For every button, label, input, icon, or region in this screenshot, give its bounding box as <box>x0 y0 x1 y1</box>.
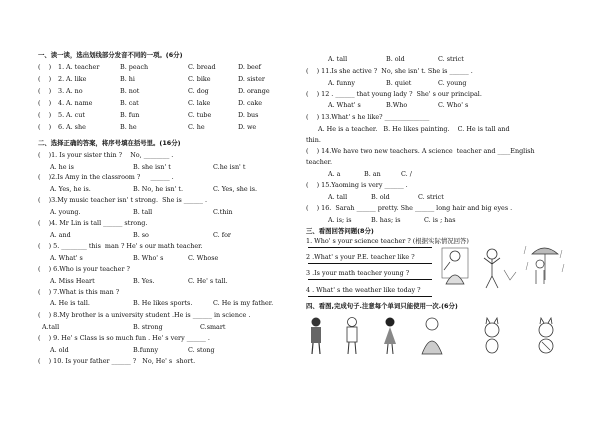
part2-q2: ( )2.Is Amy in the classroom ? ______ . <box>38 173 174 181</box>
q13-line1: A. He is a teacher. B. He likes painting. C. He is tall and <box>318 125 510 133</box>
q16-opt-c: C. is ; has <box>424 216 456 224</box>
part1-option-a: A. no <box>66 87 83 95</box>
q16-opt-b: B. has; is <box>371 216 401 224</box>
science-teacher-picture <box>442 248 468 284</box>
part1-option-d: D. orange <box>238 87 270 95</box>
part1-answer-paren: ( ) <box>38 75 52 83</box>
q13-line2: thin. <box>306 136 321 144</box>
part1-item-number: 4. <box>58 99 65 107</box>
part2-q7-opt-c: C. He is my father. <box>213 299 274 307</box>
q11-opt-c: C. young <box>438 79 467 87</box>
part2-q1: ( )1. Is your sister thin ? No, ________ . <box>38 151 174 159</box>
answer-line-1[interactable] <box>308 247 432 248</box>
part2-q7: ( ) 7.What is this man ? <box>38 288 120 296</box>
part1-item-number: 1. <box>58 63 65 71</box>
part2-q3: ( )3.My music teacher isn' t strong. She is ______ . <box>38 196 208 204</box>
part1-option-d: D. bus <box>238 111 259 119</box>
part2-q4-opt-a: A. and <box>50 231 71 239</box>
part1-item-number: 3. <box>58 87 65 95</box>
q14-opt-a: A. a <box>328 170 341 178</box>
part3-q1: 1. Who' s your science teacher ? (根据实际情况回答) <box>306 237 469 245</box>
picture-girl-2 <box>384 318 396 355</box>
part1-option-d: D. beef <box>238 63 261 71</box>
part1-option-a: A. name <box>66 99 93 107</box>
q12-opt-b: B.Who <box>386 101 408 109</box>
q16: ( ) 16. Sarah ______ pretty. She ______ long hair and big eyes . <box>306 204 513 212</box>
part1-answer-paren: ( ) <box>38 99 52 107</box>
part2-q7-opt-b: B. He likes sports. <box>133 299 193 307</box>
part1-item-number: 5. <box>58 111 65 119</box>
part1-option-c: C. he <box>188 123 205 131</box>
part2-q8: ( ) 8.My brother is a university student .He is ______ in science . <box>38 311 251 319</box>
part2-q5-opt-a: A. What' s <box>50 254 83 262</box>
q14-opt-c: C. / <box>401 170 412 178</box>
q14-opt-b: B. an <box>364 170 381 178</box>
part2-q1-opt-c: C.he isn' t <box>213 163 246 171</box>
part2-q6: ( ) 6.Who is your teacher ? <box>38 265 130 273</box>
part1-title: 一、读一读，选出划线部分发音不同的一项。(6分) <box>38 51 183 59</box>
part1-option-c: C. bike <box>188 75 211 83</box>
part2-q5-opt-b: B. Who' s <box>133 254 164 262</box>
part1-option-b: B. peach <box>120 63 149 71</box>
q15-opt-b: B. old <box>371 193 390 201</box>
q12-opt-c: C. Who' s <box>438 101 469 109</box>
part1-option-d: D. we <box>238 123 257 131</box>
part2-q2-opt-a: A. Yes, he is. <box>50 185 91 193</box>
part2-q2-opt-b: B. No, he isn' t. <box>133 185 184 193</box>
part4-pictures <box>306 314 568 358</box>
r0-opt-c: C. strict <box>438 55 464 63</box>
part1-item-number: 6. <box>58 123 65 131</box>
part3-q3: 3 .Is your math teacher young ? <box>306 269 410 277</box>
part2-q9: ( ) 9. He' s Class is so much fun . He' s very ______ . <box>38 334 210 342</box>
part1-option-c: C. bread <box>188 63 216 71</box>
picture-boy <box>347 318 357 355</box>
part2-q6-opt-b: B. Yes. <box>133 277 155 285</box>
weather-picture <box>524 246 564 284</box>
part2-q8-opt-c: C.smart <box>200 323 226 331</box>
q15: ( ) 15.Yaoming is very ______ . <box>306 181 408 189</box>
part1-option-a: A. teacher <box>66 63 100 71</box>
part2-q8-opt-b: B. strong <box>133 323 163 331</box>
part2-q9-opt-c: C. stong <box>188 346 215 354</box>
part2-q2-opt-c: C. Yes, she is. <box>213 185 258 193</box>
part2-q3-opt-b: B. tall <box>133 208 153 216</box>
part1-option-c: C. lake <box>188 99 211 107</box>
part3-q4: 4 . What' s the weather like today ? <box>306 286 421 294</box>
part2-q8-opt-a: A.tall <box>42 323 60 331</box>
q14-line1: ( ) 14.We have two new teachers. A science teacher and ____English <box>306 147 535 155</box>
part2-q4-opt-b: B. so <box>133 231 149 239</box>
q11: ( ) 11.Is she active ? No, she isn' t. She is ______ . <box>306 67 473 75</box>
part1-option-b: B. cat <box>120 99 139 107</box>
part3-pictures <box>440 240 570 296</box>
picture-cat-2 <box>539 318 553 353</box>
part1-answer-paren: ( ) <box>38 111 52 119</box>
part1-option-b: B. he <box>120 123 137 131</box>
part1-answer-paren: ( ) <box>38 63 52 71</box>
q16-opt-a: A. is; is <box>328 216 352 224</box>
part1-option-d: D. cake <box>238 99 263 107</box>
answer-line-4[interactable] <box>308 296 432 297</box>
part2-q3-opt-a: A. young. <box>50 208 81 216</box>
part2-q5-opt-c: C. Whose <box>188 254 219 262</box>
picture-girl-1 <box>311 318 321 355</box>
picture-cat-1 <box>485 318 499 353</box>
part2-q5: ( ) 5. ________ this man ? He' s our math teacher. <box>38 242 203 250</box>
part4-title: 四、看图,完成句子.注意每个单词只能使用一次.(6分) <box>306 302 458 310</box>
part2-q9-opt-b: B.funny <box>133 346 159 354</box>
part1-option-a: A. cut <box>66 111 85 119</box>
part1-option-a: A. she <box>66 123 86 131</box>
part2-q1-opt-b: B. she isn' t <box>133 163 171 171</box>
q14-line2: teacher. <box>306 158 333 166</box>
part1-option-b: B. not <box>120 87 140 95</box>
part3-title: 三、看图回答问题(8分) <box>306 227 374 235</box>
q12-opt-a: A. What' s <box>328 101 361 109</box>
q11-opt-a: A. funny <box>328 79 356 87</box>
part1-answer-paren: ( ) <box>38 123 52 131</box>
part2-q7-opt-a: A. He is tall. <box>50 299 90 307</box>
q15-opt-c: C. strict <box>418 193 444 201</box>
pe-teacher-picture <box>484 249 516 288</box>
part1-option-d: D. sister <box>238 75 265 83</box>
part2-q4-opt-c: C. for <box>213 231 231 239</box>
part2-q4: ( )4. Mr Lin is tall ______ strong. <box>38 219 148 227</box>
q15-opt-a: A. tall <box>328 193 348 201</box>
q12: ( ) 12 . ______ that young lady ? She' s our principal. <box>306 90 482 98</box>
part2-title: 二、选择正确的答案，将序号填在括号里。(16分) <box>38 139 181 147</box>
part1-option-c: C. tube <box>188 111 212 119</box>
part1-option-a: A. like <box>66 75 87 83</box>
part1-option-c: C. dog <box>188 87 209 95</box>
part2-q1-opt-a: A. he is <box>50 163 74 171</box>
r0-opt-b: B. old <box>386 55 405 63</box>
part2-q9-opt-a: A. old <box>50 346 69 354</box>
answer-line-2[interactable] <box>308 263 432 264</box>
q13: ( ) 13.What' s he like? ______________ <box>306 113 430 121</box>
part1-answer-paren: ( ) <box>38 87 52 95</box>
part3-q2: 2 .What' s your P.E. teacher like ? <box>306 253 415 261</box>
part1-option-b: B. hi <box>120 75 135 83</box>
picture-man <box>422 318 442 354</box>
part2-q6-opt-a: A. Miss Heart <box>50 277 95 285</box>
part1-option-b: B. fun <box>120 111 140 119</box>
part1-item-number: 2. <box>58 75 65 83</box>
part2-q10: ( ) 10. Is your father ______ ? No, He' s short. <box>38 357 196 365</box>
part2-q6-opt-c: C. He' s tall. <box>188 277 228 285</box>
q11-opt-b: B. quiet <box>386 79 412 87</box>
answer-line-3[interactable] <box>308 279 432 280</box>
r0-opt-a: A. tall <box>328 55 348 63</box>
part2-q3-opt-c: C.thin <box>213 208 233 216</box>
